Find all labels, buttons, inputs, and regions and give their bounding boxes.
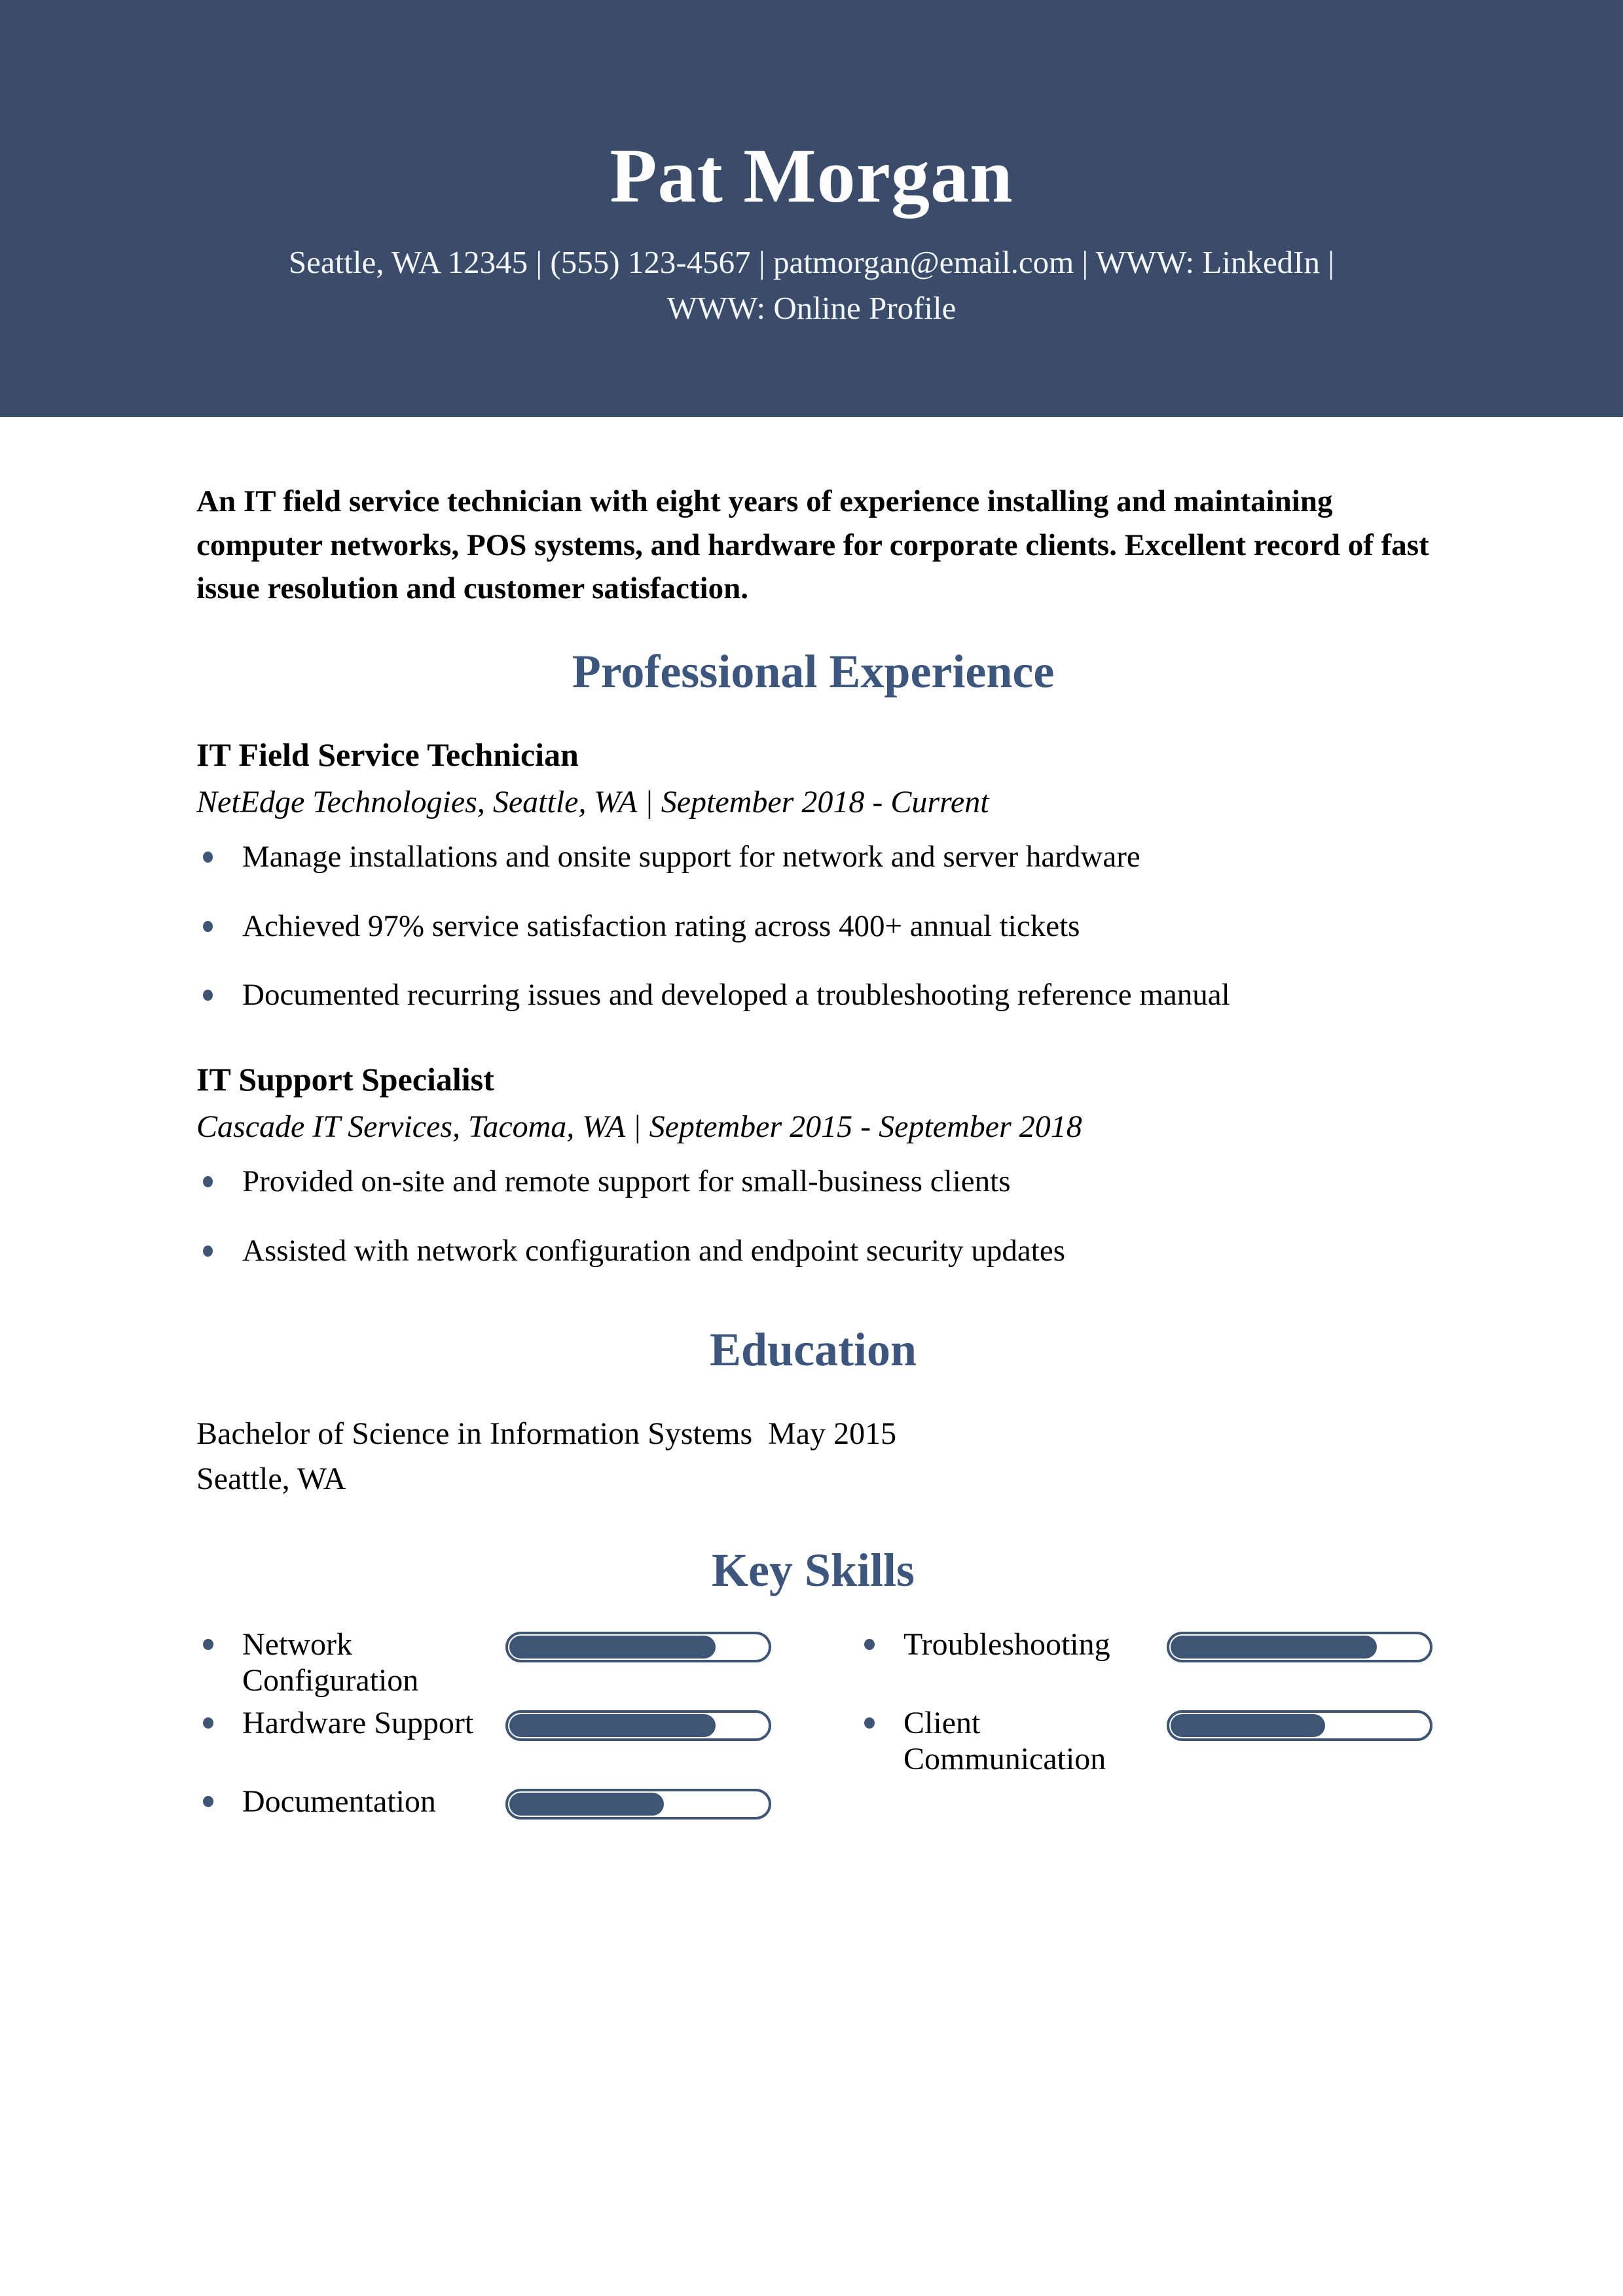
skill-label: Hardware Support bbox=[242, 1705, 474, 1740]
skill-progress-bar bbox=[505, 1710, 771, 1741]
skill-item bbox=[858, 1626, 1426, 1705]
skill-label: Documentation bbox=[242, 1784, 436, 1819]
resume-body bbox=[0, 480, 1623, 1862]
job-meta: NetEdge Technologies, Seattle, WA | September 2018 - Current bbox=[196, 784, 989, 819]
job-meta: Cascade IT Services, Tacoma, WA | September 2015 - September 2018 bbox=[196, 1109, 1082, 1144]
bullet-icon bbox=[864, 1639, 875, 1650]
skill-label: Network Configuration bbox=[242, 1626, 419, 1698]
skills-grid bbox=[196, 1626, 1430, 1862]
experience-bullet: Provided on-site and remote support for small-business clients bbox=[196, 1160, 1430, 1204]
skill-item bbox=[196, 1705, 771, 1784]
skill-progress-bar bbox=[505, 1789, 771, 1820]
skill-item bbox=[858, 1705, 1426, 1784]
skill-progress-bar bbox=[1167, 1632, 1432, 1662]
skill-progress-fill bbox=[1171, 1714, 1325, 1737]
job-title: IT Support Specialist bbox=[196, 1061, 494, 1098]
skill-progress-bar bbox=[1167, 1710, 1432, 1741]
job-title: IT Field Service Technician bbox=[196, 736, 579, 773]
skill-progress-fill bbox=[1171, 1636, 1377, 1659]
professional-summary: An IT field service technician with eight years of experience installing and maintaining computer networks, POS systems, and hardware for corporate clients. Excellent record of fast issue resolution and customer satisfaction. bbox=[196, 484, 1429, 606]
education-entry bbox=[196, 1411, 1430, 1501]
experience-bullet: Documented recurring issues and developed a troubleshooting reference manual bbox=[196, 974, 1430, 1017]
education-location: Seattle, WA bbox=[196, 1461, 346, 1496]
contact-info bbox=[0, 240, 1623, 331]
bullet-icon bbox=[203, 1717, 213, 1729]
section-heading-key-skills: Key Skills bbox=[711, 1543, 915, 1596]
skill-progress-fill bbox=[509, 1793, 664, 1816]
person-name: Pat Morgan bbox=[610, 133, 1013, 219]
section-heading-professional-experience: Professional Experience bbox=[572, 645, 1055, 698]
skills-column-left bbox=[196, 1626, 771, 1862]
graduation-date: May 2015 bbox=[768, 1416, 897, 1451]
bullet-icon bbox=[203, 1639, 213, 1650]
contact-line-1: Seattle, WA 12345 | (555) 123-4567 | patmorgan@email.com | WWW: LinkedIn | bbox=[288, 244, 1335, 281]
bullet-icon bbox=[864, 1717, 875, 1729]
experience-bullet: Achieved 97% service satisfaction rating across 400+ annual tickets bbox=[196, 905, 1430, 948]
bullet-icon bbox=[203, 1796, 213, 1807]
skill-progress-fill bbox=[509, 1714, 716, 1737]
skill-progress-fill bbox=[509, 1636, 716, 1659]
header-band bbox=[0, 0, 1623, 417]
skill-item bbox=[196, 1784, 771, 1862]
job-bullet-list bbox=[196, 1160, 1430, 1273]
skill-progress-bar bbox=[505, 1632, 771, 1662]
degree: Bachelor of Science in Information Systems bbox=[196, 1416, 753, 1451]
skill-label: Troubleshooting bbox=[903, 1626, 1110, 1662]
experience-bullet: Assisted with network configuration and endpoint security updates bbox=[196, 1230, 1430, 1273]
skill-label: Client Communication bbox=[903, 1705, 1106, 1776]
skills-column-right bbox=[858, 1626, 1426, 1862]
education-degree-line bbox=[196, 1411, 1430, 1456]
skill-item bbox=[196, 1626, 771, 1705]
contact-line-2: WWW: Online Profile bbox=[666, 290, 957, 327]
section-heading-education: Education bbox=[709, 1323, 917, 1376]
job-bullet-list bbox=[196, 836, 1430, 1017]
experience-bullet: Manage installations and onsite support for network and server hardware bbox=[196, 836, 1430, 879]
